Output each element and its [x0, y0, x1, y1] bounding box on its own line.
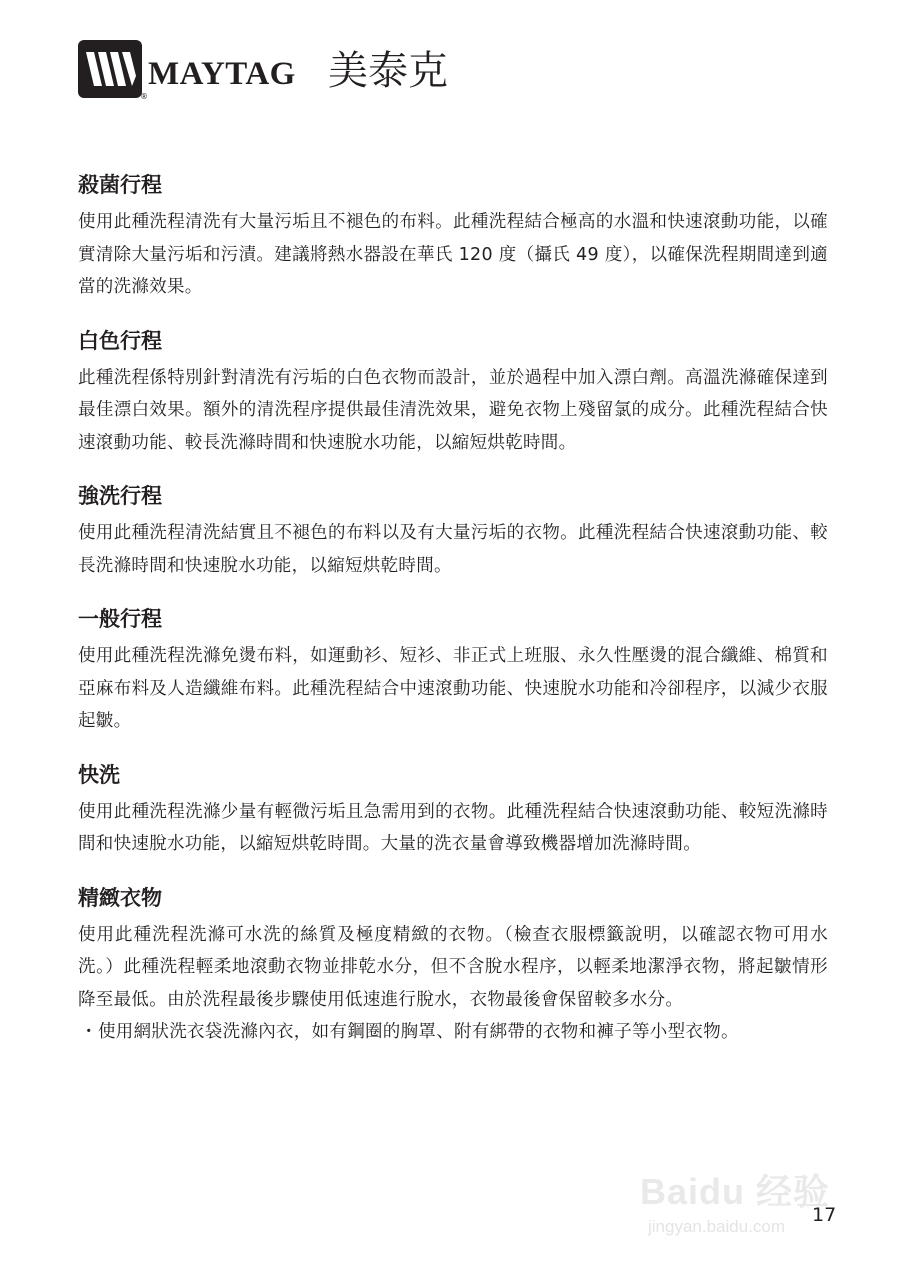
- section-normal: [78, 604, 828, 738]
- section-title: 強洗行程: [78, 484, 162, 508]
- section-text: 使用此種洗程洗滌少量有輕微污垢且急需用到的衣物。此種洗程結合快速滾動功能、較短洗滌時間和快速脫水功能，以縮短烘乾時間。大量的洗衣量會導致機器增加洗滌時間。: [78, 801, 828, 854]
- bullet-marker: ・: [80, 1022, 98, 1042]
- brand-name: MAYTAG: [148, 56, 296, 92]
- section-whites: [78, 326, 828, 460]
- maytag-logo: [78, 40, 498, 104]
- section-sanitize: [78, 170, 828, 304]
- section-title: 一般行程: [78, 607, 162, 631]
- section-title: 快洗: [78, 762, 120, 787]
- section-text: 使用此種洗程清洗結實且不褪色的布料以及有大量污垢的衣物。此種洗程結合快速滾動功能、較長洗滌時間和快速脫水功能，以縮短烘乾時間。: [78, 523, 828, 576]
- section-heavy-duty: [78, 481, 828, 582]
- document-body: [78, 170, 828, 1071]
- section-text: 使用此種洗程洗滌可水洗的絲質及極度精緻的衣物。（檢查衣服標籤說明，以確認衣物可用水洗。）此種洗程輕柔地滾動衣物並排乾水分，但不含脫水程序，以輕柔地潔淨衣物，將起皺情形降至最低。由於洗程最後步驟使用低速進行脫水，衣物最後會保留較多水分。: [78, 924, 828, 1010]
- section-title: 殺菌行程: [78, 173, 162, 197]
- section-quick-wash: [78, 760, 828, 861]
- maytag-emblem-icon: [78, 40, 142, 98]
- watermark-logo: Baidu 经验: [640, 1171, 831, 1212]
- section-text: 使用此種洗程洗滌免燙布料，如運動衫、短衫、非正式上班服、永久性壓燙的混合纖維、棉質和亞麻布料及人造纖維布料。此種洗程結合中速滾動功能、快速脫水功能和冷卻程序，以減少衣服起皺。: [78, 646, 828, 731]
- brand-name-chinese: 美泰克: [328, 48, 448, 94]
- registered-mark: ®: [140, 92, 148, 101]
- section-title: 精緻衣物: [78, 885, 162, 910]
- page-number: 17: [812, 1204, 837, 1226]
- section-text: 使用此種洗程清洗有大量污垢且不褪色的布料。此種洗程結合極高的水溫和快速滾動功能，以確實清除大量污垢和污漬。建議將熱水器設在華氏 120 度（攝氏 49 度），以確保洗程期間達到適當的洗滌效果。: [78, 212, 828, 297]
- section-title: 白色行程: [78, 328, 162, 353]
- bullet-text: 使用網狀洗衣袋洗滌內衣，如有鋼圈的胸罩、附有綁帶的衣物和褲子等小型衣物。: [98, 1022, 739, 1042]
- section-delicates: [78, 883, 828, 1049]
- section-text: 此種洗程係特別針對清洗有污垢的白色衣物而設計，並於過程中加入漂白劑。高溫洗滌確保達到最佳漂白效果。額外的清洗程序提供最佳清洗效果，避免衣物上殘留氯的成分。此種洗程結合快速滾動功能、較長洗滌時間和快速脫水功能，以縮短烘乾時間。: [78, 367, 828, 453]
- bullet-item: [78, 1016, 828, 1049]
- watermark-url: jingyan.baidu.com: [648, 1217, 786, 1236]
